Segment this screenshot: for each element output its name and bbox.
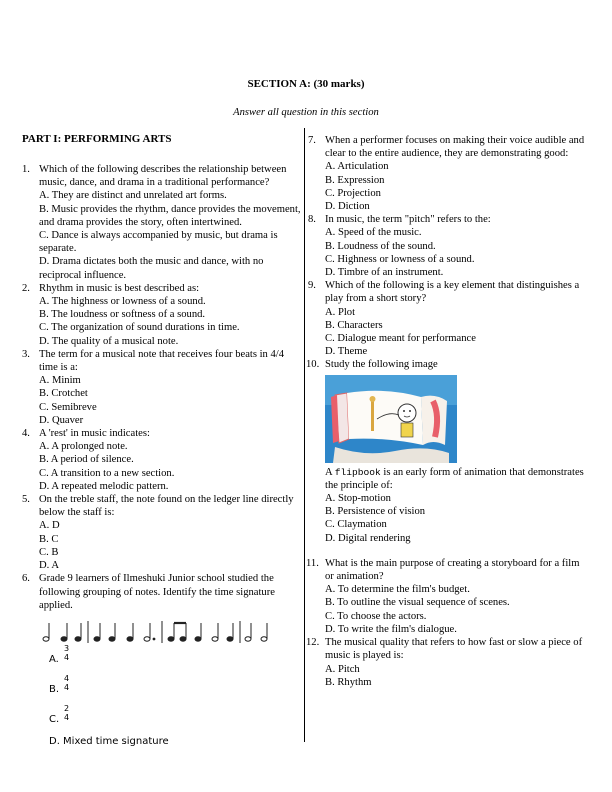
question-number: 1. [22,164,30,175]
question-text: Grade 9 learners of Ilmeshuki Junior school studied the following grouping of notes. Identify the time signature applied. [39,573,275,611]
option-b[interactable]: B. Rhythm [325,676,372,688]
option-a[interactable]: A. Articulation [325,161,389,173]
option-c[interactable]: C. B [39,546,59,558]
question-text: The musical quality that refers to how fast or slow a piece of music is played is: [325,637,583,662]
option-d[interactable]: D. Theme [325,346,368,358]
option-b[interactable]: B. Loudness of the sound. [325,240,436,252]
option-d[interactable]: D. Mixed time signature [49,735,169,747]
option-a[interactable]: A. D [39,520,60,532]
option-b[interactable] [22,675,301,705]
option-c[interactable]: C. Dance is always accompanied by music, but drama is separate. [39,230,278,255]
option-a[interactable]: A. A prolonged note. [39,441,128,453]
caption-suffix: is an early form of animation that demonstrates the principle of: [325,466,584,491]
question-number: 9. [308,280,316,292]
question-1 [22,163,301,282]
question-number: 5. [22,494,30,506]
option-b[interactable]: B. A period of silence. [39,454,134,466]
option-a[interactable]: A. Minim [39,375,81,387]
option-b[interactable]: B. To outline the visual sequence of scenes. [325,597,510,609]
question-number: 7. [308,135,316,146]
question-4 [22,427,301,493]
option-c[interactable]: C. Dialogue meant for performance [325,333,476,345]
question-text: Which of the following describes the relationship between music, dance, and drama in a traditional performance? [39,164,287,189]
time-signature-bottom: 4 [64,652,70,662]
option-c[interactable]: C. Semibreve [39,401,97,413]
question-number: 10. [306,359,320,371]
question-number: 3. [22,348,30,360]
question-9 [308,279,586,358]
flipbook-term: flipbook [334,466,381,478]
flipbook-image [325,375,457,463]
column-divider [304,128,305,742]
option-label: C. [49,713,60,725]
image-caption [325,466,586,492]
option-d[interactable]: D. Diction [325,201,370,213]
question-number: 4. [22,428,30,440]
option-d[interactable]: D. A repeated melodic pattern. [39,480,169,492]
rhythm-notation-image [42,617,292,645]
question-text: Which of the following is a key element that distinguishes a play from a short story? [325,280,580,305]
question-6 [22,572,301,612]
option-c[interactable]: C. To choose the actors. [325,610,427,622]
option-d[interactable]: D. A [39,560,60,572]
option-a[interactable]: A. Speed of the music. [325,227,422,239]
option-label: A. [49,653,59,665]
question-text: In music, the term "pitch" refers to the: [325,214,491,226]
option-d[interactable]: D. Timbre of an instrument. [325,267,444,279]
question-number: 6. [22,573,30,585]
option-a[interactable]: A. Stop-motion [325,493,391,505]
option-a[interactable]: A. The highness or lowness of a sound. [39,296,206,308]
question-text: Rhythm in music is best described as: [39,282,200,294]
question-number: 12. [306,637,320,649]
left-column [22,163,301,748]
spacer [308,545,586,557]
question-text: What is the main purpose of creating a storyboard for a film or animation? [325,557,580,583]
time-signature-top: 4 [64,673,70,683]
question-text: When a performer focuses on making their voice audible and clear to the entire audience, they are demonstrating good: [325,135,585,160]
option-a[interactable]: A. They are distinct and unrelated art forms. [39,190,227,202]
option-b[interactable]: B. Crotchet [39,388,88,400]
question-8 [308,213,586,279]
option-d[interactable]: D. Digital rendering [325,532,411,544]
option-b[interactable]: B. The loudness or softness of a sound. [39,309,206,321]
question-text: A 'rest' in music indicates: [39,428,150,440]
option-c[interactable]: C. A transition to a new section. [39,467,175,479]
question-12 [308,636,586,689]
option-d[interactable]: D. Quaver [39,414,84,426]
question-2 [22,282,301,348]
question-3 [22,348,301,427]
option-c[interactable]: C. Highness or lowness of a sound. [325,253,475,265]
time-signature-top: 3 [64,643,70,653]
question-text: Study the following image [325,359,438,371]
option-a[interactable]: A. Plot [325,306,356,318]
option-d[interactable]: D. To write the film's dialogue. [325,623,457,635]
option-label: B. [49,683,60,695]
option-c[interactable] [22,705,301,735]
question-11 [308,557,586,636]
time-signature-bottom: 4 [64,712,70,722]
time-signature-bottom: 4 [64,682,70,692]
question-number: 11. [306,557,319,569]
option-b[interactable]: B. Music provides the rhythm, dance provides the movement, and drama provides the story, often intertwined. [39,203,301,228]
option-b[interactable]: B. Persistence of vision [325,506,426,518]
option-c[interactable]: C. Projection [325,187,381,199]
option-a[interactable]: A. Pitch [325,663,360,675]
section-instructions: Answer all question in this section [233,107,379,118]
option-d[interactable]: D. Drama dictates both the music and dance, with no reciprocal influence. [39,256,264,281]
right-column [308,134,586,689]
question-10 [308,358,586,544]
time-signature-top: 2 [64,703,70,713]
option-b[interactable]: B. Characters [325,319,383,331]
option-c[interactable]: C. The organization of sound durations in time. [39,322,240,334]
option-a[interactable] [22,645,301,675]
question-7 [308,134,586,213]
question-5 [22,493,301,572]
option-b[interactable]: B. C [39,533,59,545]
option-c[interactable]: C. Claymation [325,519,387,531]
caption-prefix: A [325,466,335,478]
question-text: The term for a musical note that receives four beats in 4/4 time is a: [39,348,285,374]
question-text: On the treble staff, the note found on the ledger line directly below the staff is: [39,494,294,519]
option-d[interactable]: D. The quality of a musical note. [39,335,179,347]
option-a[interactable]: A. To determine the film's budget. [325,584,470,596]
question-number: 2. [22,282,30,294]
part-title: PART I: PERFORMING ARTS [22,133,172,145]
question-number: 8. [308,214,316,226]
section-title: SECTION A: (30 marks) [247,78,365,90]
option-b[interactable]: B. Expression [325,174,385,186]
